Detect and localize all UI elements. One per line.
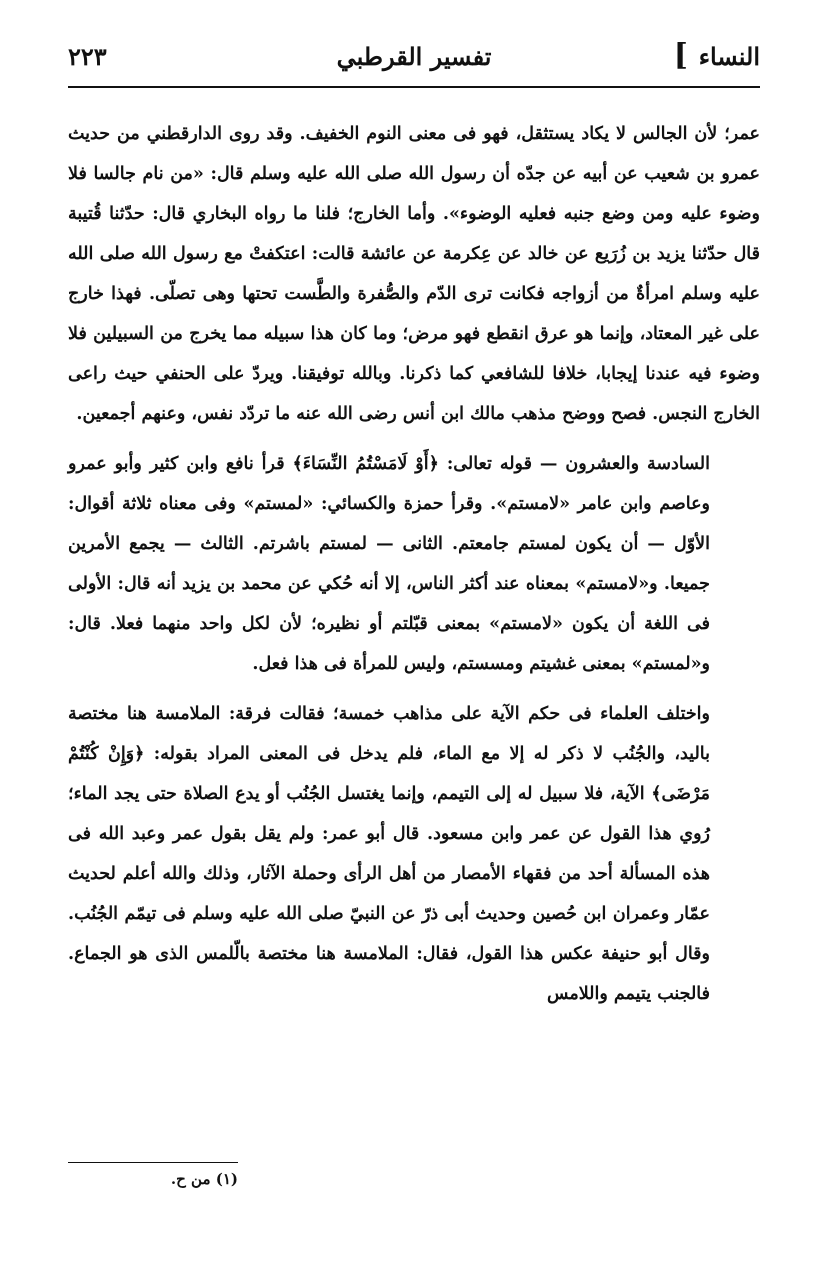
paragraph-3: واختلف العلماء فى حكم الآية على مذاهب خمسة؛ فقالت فرقة: الملامسة هنا مختصة باليد، والجُنُب لا ذكر له إلا مع الماء، فلم يدخل فى المعنى المراد بقوله: ﴿وَإِنْ كُنْتُمْ مَرْضَى﴾ الآية، فلا سبيل له إلى التيمم، وإنما يغتسل الجُنُب أو يدع الصلاة حتى يجد الماء؛ رُوي هذا القول عن عمر وابن مسعود. قال أبو عمر: ولم يقل بقول عمر وعبد الله فى هذه المسألة أحد من فقهاء الأمصار من أهل الرأى وحملة الآثار، وذلك والله أعلم لحديث عمّار وعمران ابن حُصين وحديث أبى ذرّ عن النبيّ صلى الله عليه وسلم فى تيمّم الجُنُب. وقال أبو حنيفة عكس هذا القول، فقال: الملامسة هنا مختصة بالّلمس الذى هو الجماع. فالجنب يتيمم واللامس (68, 704, 710, 1004)
page-body (68, 114, 760, 1014)
header-bracket: ] (673, 38, 688, 73)
surah-name: النساء (698, 42, 760, 71)
book-title: تفسير القرطبي (336, 42, 492, 71)
header-rule (68, 86, 760, 88)
paragraph-1: عمر؛ لأن الجالس لا يكاد يستثقل، فهو فى معنى النوم الخفيف. وقد روى الدارقطني من حديث عمرو بن شعيب عن أبيه عن جدّه أن رسول الله صلى الله عليه وسلم قال: «من نام جالسا فلا وضوء عليه ومن وضع جنبه فعليه الوضوء». وأما الخارج؛ فلنا ما رواه البخاري قال: حدّثنا قُتيبة قال حدّثنا يزيد بن زُرَيع عن خالد عن عِكرمة عن عائشة قالت: اعتكفتْ مع رسول الله صلى الله عليه وسلم امرأةٌ من أزواجه فكانت ترى الدّم والصُّفرة والطَّست تحتها وهى تصلّى. فهذا خارج على غير المعتاد، وإنما هو عرق انقطع فهو مرض؛ وما كان هذا سبيله مما يخرج من السبيلين فلا وضوء فيه عندنا إيجابا، خلافا للشافعي كما ذكرنا. وبالله توفيقنا. ويردّ على الحنفي حيث راعى الخارج النجس. فصح ووضح مذهب مالك ابن أنس رضى الله عنه ما تردّد نفس، وعنهم أجمعين. (68, 124, 760, 424)
paragraph-2: السادسة والعشرون — قوله تعالى: ﴿أَوْ لَامَسْتُمُ النِّسَاءَ﴾ قرأ نافع وابن كثير وأبو عمرو وعاصم وابن عامر «لامستم». وقرأ حمزة والكسائي: «لمستم» وفى معناه ثلاثة أقوال: الأوّل — أن يكون لمستم جامعتم. الثانى — لمستم باشرتم. الثالث — يجمع الأمرين جميعا. و«لامستم» بمعناه عند أكثر الناس، إلا أنه حُكي عن محمد بن يزيد أنه قال: الأولى فى اللغة أن يكون «لامستم» بمعنى قبّلتم أو نظيره؛ لأن لكل واحد منهما فعلا. قال: و«لمستم» بمعنى غشيتم ومسستم، وليس للمرأة فى هذا فعل. (68, 454, 710, 674)
footnote-rule (68, 1162, 238, 1163)
running-header (68, 30, 760, 88)
page-number: ٢٢٣ (68, 42, 107, 71)
footnote: (١) من ح. (170, 1170, 238, 1188)
